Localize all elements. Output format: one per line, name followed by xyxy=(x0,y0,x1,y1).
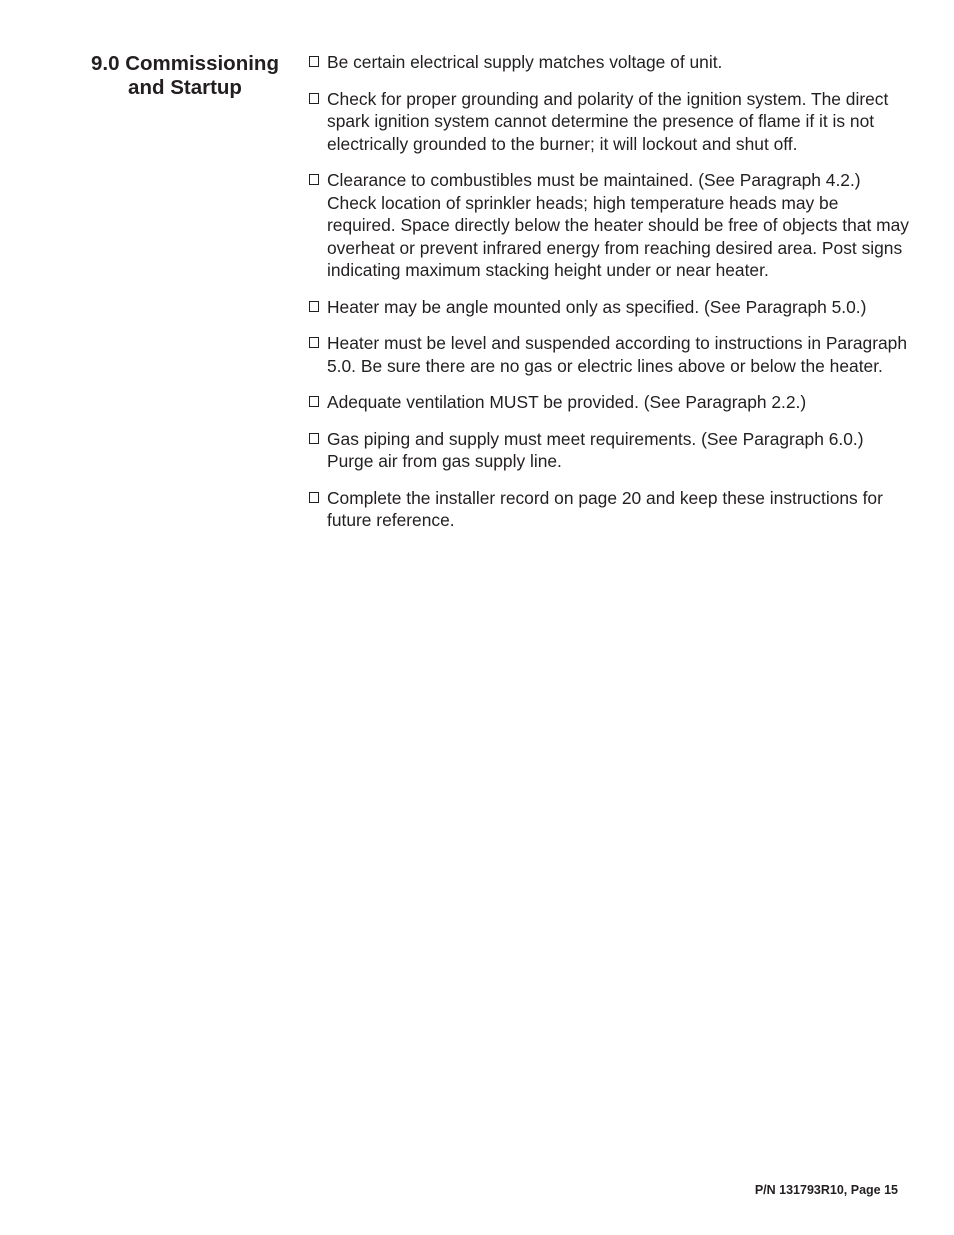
checklist-item-text: Adequate ventilation MUST be provided. (See Paragraph 2.2.) xyxy=(327,392,807,412)
checklist-item-text: Heater may be angle mounted only as specified. (See Paragraph 5.0.) xyxy=(327,296,867,317)
checklist-item-text: Heater must be level and suspended according to instructions in Paragraph 5.0. Be sure there are no gas or electric lines above or below the heater. xyxy=(327,333,908,376)
section-heading-line2: and Startup xyxy=(128,76,242,99)
checkbox-icon xyxy=(309,337,319,348)
checklist-item-ventilation xyxy=(309,391,909,414)
checkbox-icon xyxy=(309,396,319,407)
checkbox-icon xyxy=(309,492,319,503)
checklist-item-level-suspension xyxy=(309,332,909,377)
checkbox-icon xyxy=(309,56,319,67)
checklist-item-grounding xyxy=(309,88,909,156)
checkbox-icon xyxy=(309,93,319,104)
checklist-item-text: Gas piping and supply must meet requirements. (See Paragraph 6.0.) Purge air from gas supply line. xyxy=(327,428,864,471)
checkbox-icon xyxy=(309,174,319,185)
checkbox-icon xyxy=(309,301,319,312)
section-heading-line1: 9.0 Commissioning xyxy=(91,52,279,75)
checkbox-icon xyxy=(309,433,319,444)
checklist-item-gas-piping xyxy=(309,428,909,473)
checklist-item-text: Complete the installer record on page 20 and keep these instructions for future reference. xyxy=(327,487,883,530)
checklist-item-installer-record xyxy=(309,487,909,532)
page-footer: P/N 131793R10, Page 15 xyxy=(754,1183,898,1197)
checklist-item-text: Check for proper grounding and polarity of the ignition system. The direct spark ignition system cannot determine the presence of flame if it is not electrically grounded to the burner; it will lockout and shut off. xyxy=(327,88,889,154)
section-heading xyxy=(78,52,292,100)
checklist-item-text: Clearance to combustibles must be maintained. (See Paragraph 4.2.) Check location of sprinkler heads; high temperature heads may be required. Space directly below the heater should be free of objects that may overheat or prevent infrared energy from reaching desired area. Post signs indicating maximum stacking height under or near heater. xyxy=(327,170,909,280)
checklist-item-clearance xyxy=(309,169,909,282)
checklist-item-angle-mount xyxy=(309,296,909,319)
checklist-item-text: Be certain electrical supply matches voltage of unit. xyxy=(327,52,723,72)
checklist-item-electrical-supply xyxy=(309,51,909,74)
commissioning-checklist xyxy=(309,51,909,546)
